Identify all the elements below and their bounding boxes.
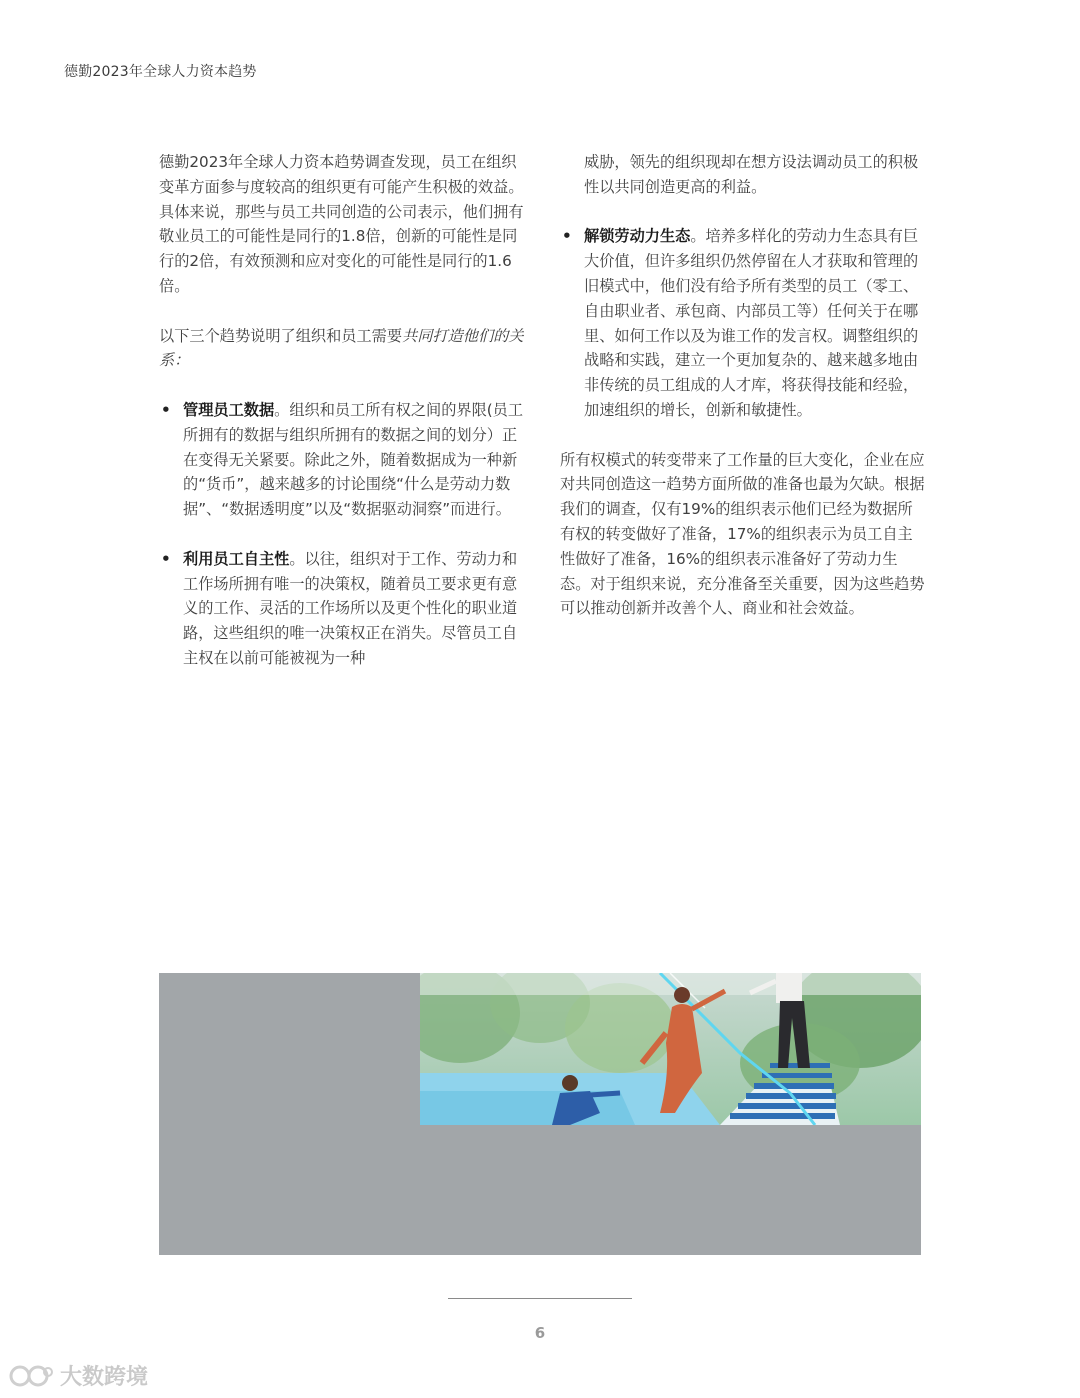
watermark: [8, 1360, 148, 1391]
right-column: [560, 150, 925, 621]
bullet-text: 。以往，组织对于工作、劳动力和工作场所拥有唯一的决策权，随着员工要求更有意义的工作、灵活的工作场所以及更个性化的职业道路，这些组织的唯一决策权正在消失。尽管员工自主权在以前可能被视为一种: [183, 549, 518, 667]
bullet-title: 解锁劳动力生态: [584, 227, 691, 246]
bullet-workforce-ecosystem: [560, 224, 925, 422]
bullet-title: 利用员工自主性: [183, 549, 290, 568]
intro-paragraph: 德勤2023年全球人力资本趋势调查发现，员工在组织变革方面参与度较高的组织更有可能产生积极的效益。具体来说，那些与员工共同创造的公司表示，他们拥有敬业员工的可能性是同行的1.8倍，创新的可能性是同行的2倍，有效预测和应对变化的可能性是同行的1.6倍。: [159, 153, 524, 295]
bullet-employee-autonomy: [159, 547, 525, 671]
trends-intro-emphasis: 共同打造他们的关系：: [159, 326, 524, 370]
bullet-dot: •: [562, 227, 572, 246]
illustration-image: [420, 973, 921, 1125]
left-column: [159, 150, 525, 671]
bullet-dot: •: [161, 400, 171, 419]
page-number: 6: [534, 1324, 546, 1342]
watermark-logo-icon: [8, 1362, 54, 1390]
trends-intro-lead: 以下三个趋势说明了组织和员工需要: [159, 326, 402, 345]
footer-divider: [448, 1298, 632, 1299]
trends-intro-paragraph: [159, 324, 525, 374]
running-header: 德勤2023年全球人力资本趋势: [64, 64, 257, 80]
watermark-text: 大数跨境: [60, 1365, 149, 1390]
staircase-illustration: [420, 973, 921, 1125]
bullet-title: 管理员工数据: [183, 400, 275, 419]
bullet-continuation: 威胁，领先的组织现却在想方设法调动员工的积极性以共同创造更高的利益。: [584, 153, 919, 196]
bullet-text: 。组织和员工所有权之间的界限(员工所拥有的数据与组织所拥有的数据之间的划分）正在变得无关紧要。除此之外，随着数据成为一种新的“货币”，越来越多的讨论围绕“什么是劳动力数据”、“数据透明度”以及“数据驱动洞察”而进行。: [183, 400, 524, 519]
bullet-text: 。培养多样化的劳动力生态具有巨大价值，但许多组织仍然停留在人才获取和管理的旧模式中，他们没有给予所有类型的员工（零工、自由职业者、承包商、内部员工等）任何关于在哪里、如何工作以及为谁工作的发言权。调整组织的战略和实践，建立一个更加复杂的、越来越多地由非传统的员工组成的人才库，将获得技能和经验，加速组织的增长，创新和敏捷性。: [584, 227, 919, 419]
bullet-dot: •: [161, 549, 171, 568]
readiness-paragraph: 所有权模式的转变带来了工作量的巨大变化，企业在应对共同创造这一趋势方面所做的准备也最为欠缺。根据我们的调查，仅有19%的组织表示他们已经为数据所有权的转变做好了准备，17%的组织表示为员工自主性做好了准备，16%的组织表示准备好了劳动力生态。对于组织来说，充分准备至关重要，因为这些趋势可以推动创新并改善个人、商业和社会效益。: [560, 450, 925, 618]
illustration-panel: [159, 973, 921, 1255]
bullet-manage-employee-data: [159, 398, 525, 522]
